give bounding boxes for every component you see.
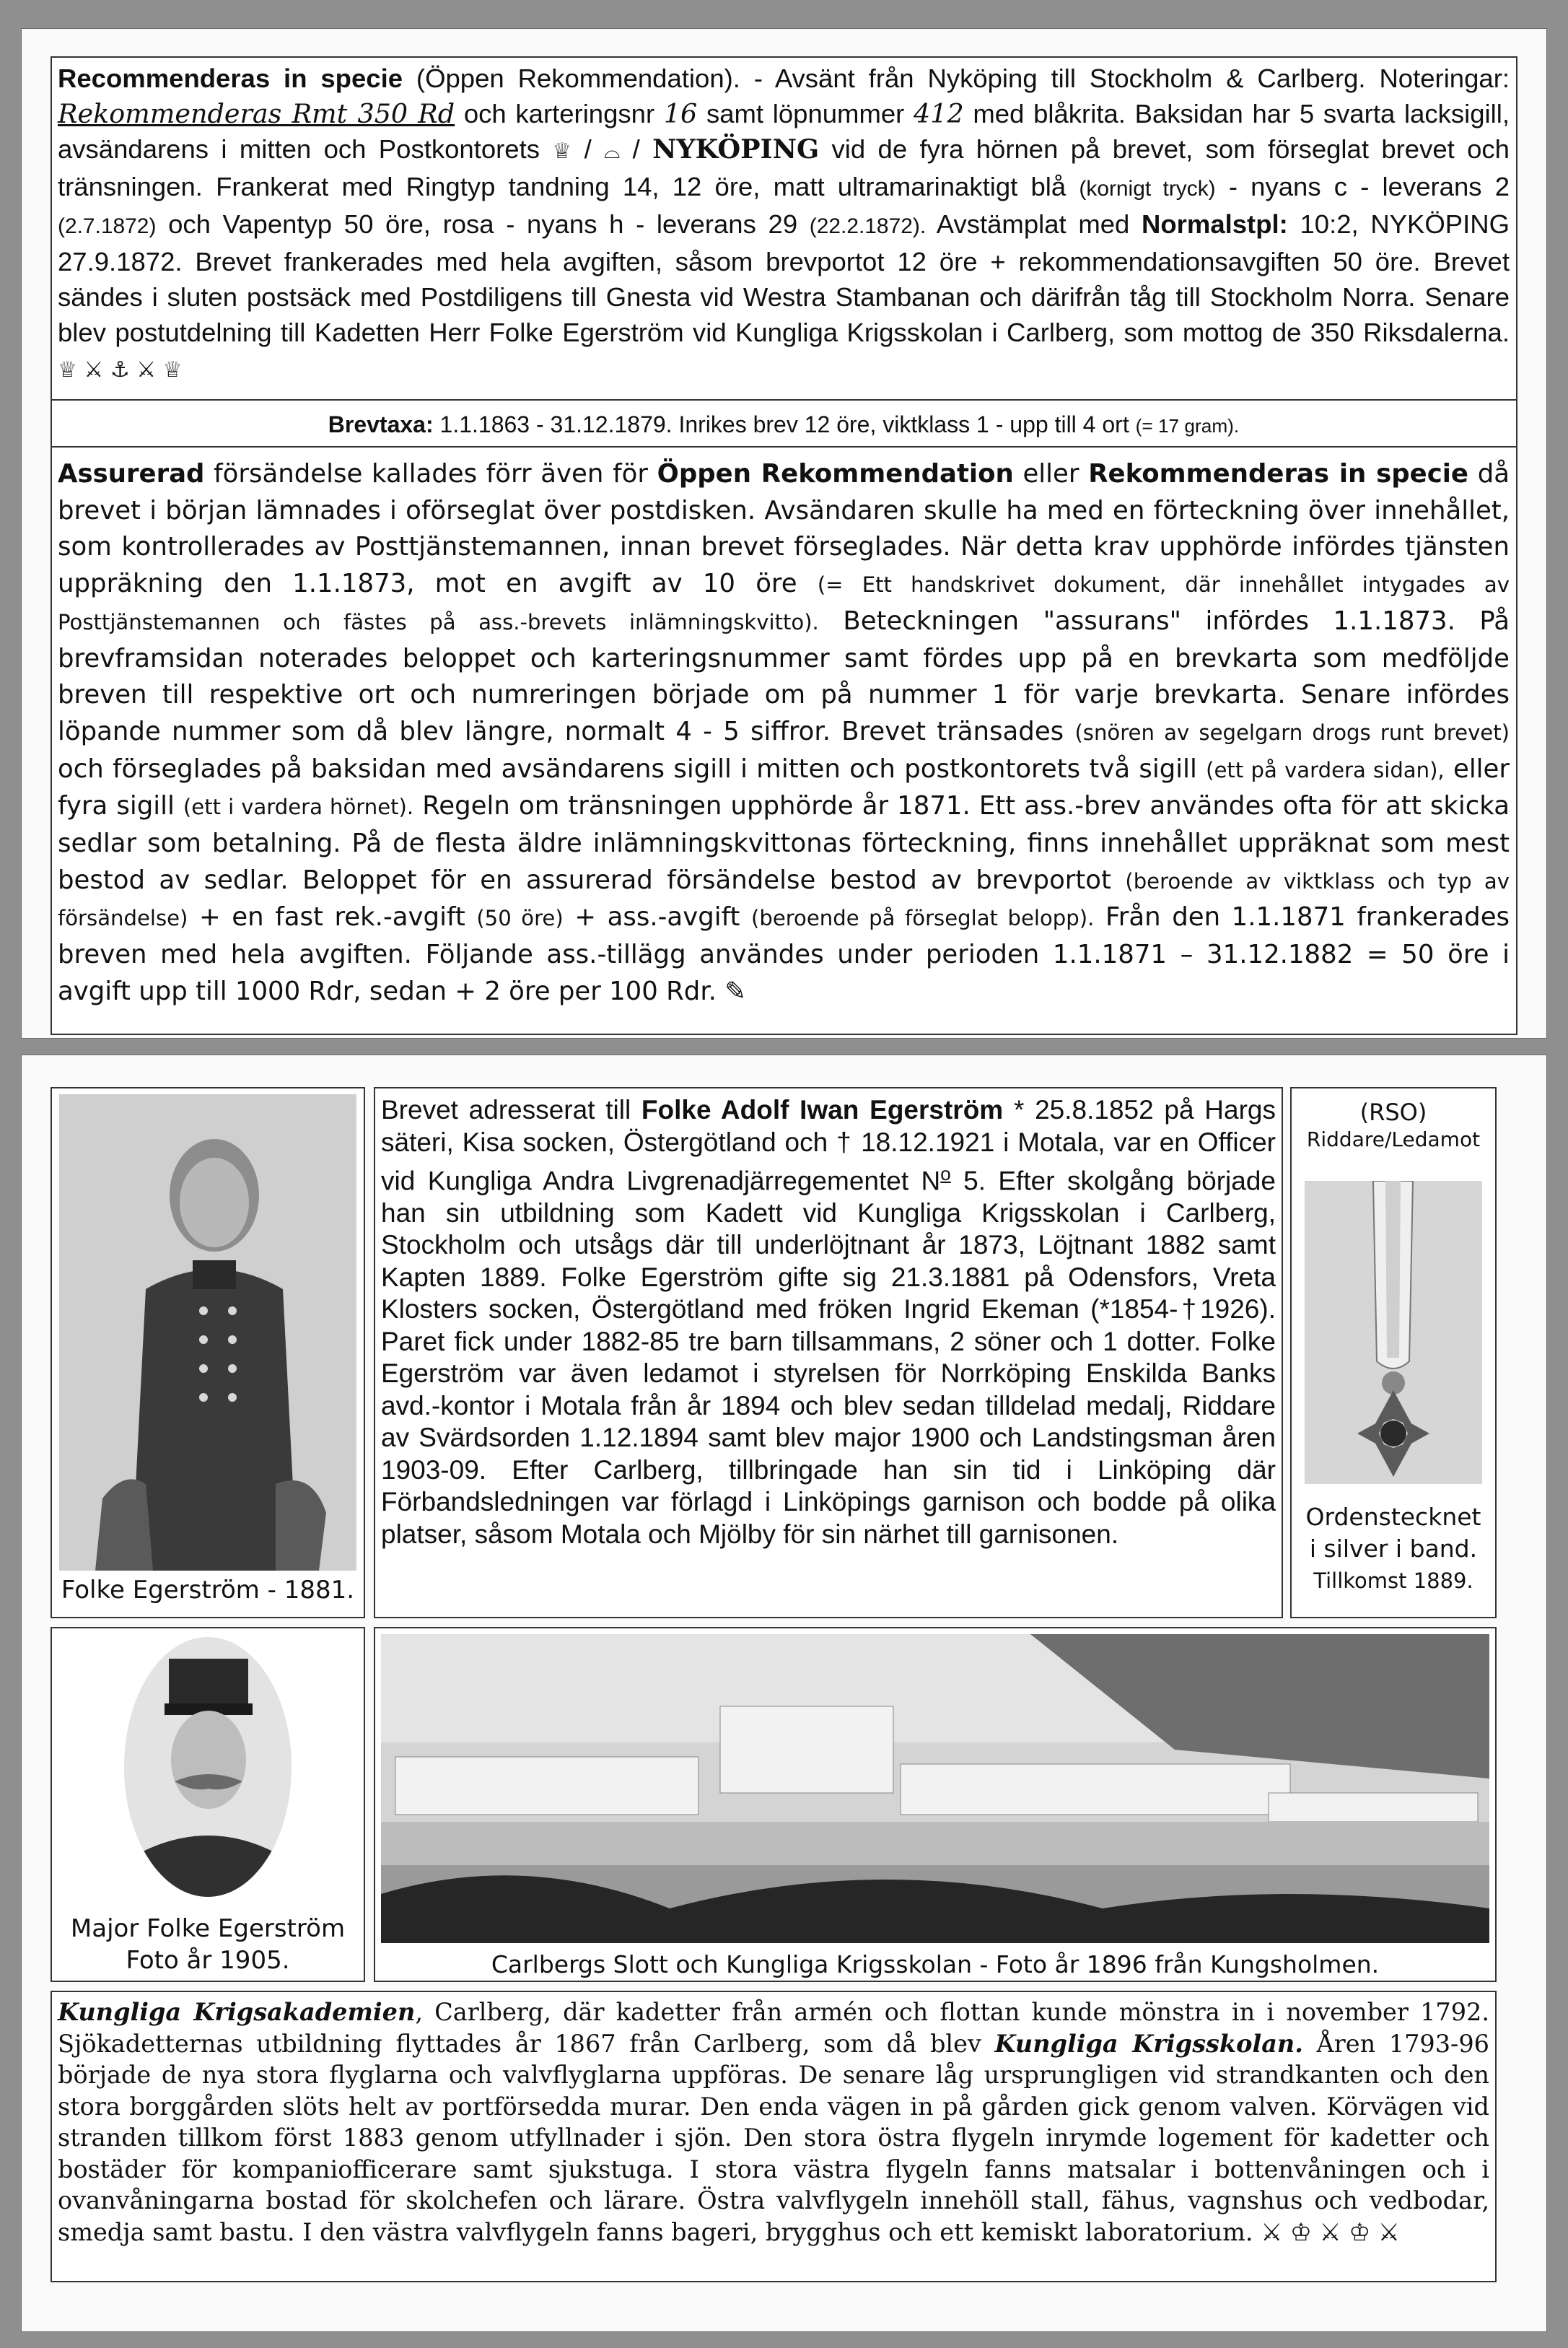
biography: Brevet adresserat till Folke Adolf Iwan Egerström * 25.8.1852 på Hargs säteri, Kisa socken, Östergötland och † 18.12.1921 i Motala, var en Officer vid Kungliga Andra Livgrenadjärregementet $N^o$ 5. Efter skolgång började han sin utbildning som Kadett vid Kungliga Krigsskolan i Carlberg, Stockholm och utsågs där till underlöjtnant år 1873, Löjtnant 1882 samt Kapten 1889. Folke Egerström gifte sig 21.3.1881 på Odensfors, Vreta Klosters socken, Östergötland med fröken Ingrid Ekeman (*1854-†1926). Paret fick under 1882-85 tre barn tillsammans, 2 söner och 1 dotter. Folke Egerström var även ledamot i styrelsen för Norrköping Enskilda Banks avd.-kontor i Motala från år 1894 och blev sedan tilldelad medalj, Riddare av Svärdsorden 1.12.1894 samt blev major 1900 och Landstingsman åren 1903-09. Efter Carlberg, tillbringade han sin tid i Linköping där Förbandsledningen var förlagd i Linköpings garnison och bodde på olika platser, såsom Motala och Mjölby för sin närhet till garnisonen. (381, 1095, 1276, 1549)
ornament-icons: ♕ ⚔ ⚓ ⚔ ♕ (58, 357, 183, 383)
medal-caption-2: i silver i band. (1309, 1535, 1478, 1563)
officer-portrait-illustration (59, 1094, 356, 1571)
divider (51, 399, 1517, 401)
crown-icon: ♕ (552, 139, 572, 164)
krigsskolan-title: Kungliga Krigsskolan. (994, 2029, 1303, 2058)
letter-description: Recommenderas in specie (Öppen Rekommendation). - Avsänt från Nyköping till Stockholm & Carlberg. Noteringar: Rekommenderas Rmt 350 Rd och karteringsnr 16 samt löpnummer 412 med blåkrita. Baksidan har 5 svarta lacksigill, avsändarens i mitten och Postkontorets ♕ / ⌓ / NYKÖPING vid de fyra hörnen på brevet, som förseglat brevet och tränsningen. Frankerat med Ringtyp tandning 14, 12 öre, matt ultramarinaktigt blå (kornigt tryck) - nyans c - leverans 2 (2.7.1872) och Vapentyp 50 öre, rosa - nyans h - leverans 29 (22.2.1872). Avstämplat med Normalstpl: 10:2, NYKÖPING 27.9.1872. Brevet frankerades med hela avgiften, såsom brevportot 12 öre + rekommendationsavgiften 50 öre. Brevet sändes i sluten postsäck med Postdiligens till Gnesta vid Westra Stambanan och därifrån tåg till Stockholm Norra. Senare blev postutdelning till Kadetten Herr Folke Egerström vid Kungliga Krigsskolan i Carlberg, som mottog de 350 Riksdalerna. ♕ ⚔ ⚓ ⚔ ♕ (58, 64, 1510, 383)
medal-photo (1305, 1181, 1482, 1484)
panorama-caption: Carlbergs Slott och Kungliga Krigsskolan - Foto år 1896 från Kungsholmen. (491, 1950, 1380, 1978)
divider (51, 446, 1517, 448)
medal-order-abbr: (RSO) (1359, 1099, 1427, 1126)
ornament-icons: ⚔ ♔ ⚔ ♔ ⚔ (1261, 2217, 1400, 2246)
nykoping-stamp-text: NYKÖPING (652, 134, 820, 165)
medal-rank: Riddare/Ledamot (1306, 1127, 1481, 1151)
normalstpl-label: Normalstpl: (1142, 209, 1288, 239)
portrait-1905-caption-1: Major Folke Egerström (70, 1914, 346, 1943)
medal-illustration (1305, 1181, 1482, 1484)
pen-icon: ✎ (724, 976, 746, 1006)
major-portrait-illustration (124, 1637, 292, 1897)
krigsakademien-history: Kungliga Krigsakademien, Carlberg, där kadetter från armén och flottan kunde mönstra in i november 1792. Sjökadetternas utbildning flyttades år 1867 från Carlberg, som då blev Kungliga Krigsskolan. Åren 1793-96 började de nya stora flyglarna och valvflyglarna uppföras. De senare låg ursprungligen vid strandkanten och den stora borggården slöts helt av portförsedda murar. Den enda vägen in på gården gick genom valven. Körvägen vid stranden tillkom först 1883 genom utfyllnader i sjön. Den stora östra flygeln inrymde logement för kadetter och bostäder för kompaniofficerare samt sjukstuga. I stora västra flygeln fanns matsalar i bottenvåningen och i ovanvåningarna bostad för skolchefen och lärare. Östra valvflygeln innehöll stall, fähus, vagnshus och vedbodar, smedja samt bastu. I den västra valvflygeln fanns bageri, brygghus och ett kemiskt laboratorium. ⚔ ♔ ⚔ ♔ ⚔ (58, 1998, 1489, 2246)
portrait-1881-caption: Folke Egerström - 1881. (61, 1576, 355, 1605)
panorama-photo (381, 1634, 1489, 1943)
brevtaxa-label: Brevtaxa: (328, 411, 434, 437)
portrait-1881-photo (59, 1094, 356, 1571)
medal-caption-3: Tillkomst 1889. (1313, 1568, 1473, 1593)
posthorn-icon: ⌓ (604, 139, 621, 163)
carlberg-castle-illustration (381, 1634, 1489, 1943)
recipient-name: Folke Adolf Iwan Egerström (641, 1095, 1004, 1125)
medal-caption-1: Ordenstecknet (1305, 1503, 1481, 1531)
assurerad-description: Assurerad försändelse kallades förr även för Öppen Rekommendation eller Rekommenderas in specie då brevet i början lämnades i oförseglat över postdisken. Avsändaren skulle ha med en förteckning över innehållet, som kontrollerades av Posttjänstemannen, innan brevet förseglades. När detta krav upphörde infördes tjänsten uppräkning den 1.1.1873, mot en avgift av 10 öre (= Ett handskrivet dokument, där innehållet intygades av Posttjänstemannen och fästes på ass.-brevets inlämningskvitto). Beteckningen "assurans" infördes 1.1.1873. På brevframsidan noterades beloppet och karteringsnummer samt fördes upp på en brevkarta som medföljde breven till respektive ort och numreringen började om på nummer 1 för varje brevkarta. Senare infördes löpande nummer som då blev längre, normalt 4 - 5 siffror. Brevet tränsades (snören av segelgarn drogs runt brevet) och förseglades på baksidan med avsändarens sigill i mitten och postkontorets två sigill (ett på vardera sidan), eller fyra sigill (ett i vardera hörnet). Regeln om tränsningen upphörde år 1871. Ett ass.-brev användes ofta för att skicka sedlar som betalning. På de flesta äldre inlämningskvittonas förteckning, finns innehållet uppräknat som mest bestod av sedlar. Beloppet för en assurerad försändelse bestod av brevportot (beroende av viktklass och typ av försändelse) + en fast rek.-avgift (50 öre) + ass.-avgift (beroende på förseglat belopp). Från den 1.1.1871 frankerades breven med hela avgiften. Följande ass.-tillägg användes under perioden 1.1.1871 – 31.12.1882 = 50 öre i avgift upp till 1000 Rdr, sedan + 2 öre per 100 Rdr. ✎ (58, 459, 1510, 1006)
brevtaxa-line: Brevtaxa: 1.1.1863 - 31.12.1879. Inrikes brev 12 öre, viktklass 1 - upp till 4 ort (= 17 gram). (328, 411, 1240, 437)
title-recommenderas: Recommenderas in specie (58, 64, 403, 93)
portrait-1905-photo (124, 1637, 292, 1897)
portrait-1905-caption-2: Foto år 1905. (126, 1946, 290, 1975)
krigsakademien-title: Kungliga Krigsakademien (58, 1998, 416, 2026)
noting-rekommenderas: Rekommenderas Rmt 350 Rd (58, 98, 455, 129)
